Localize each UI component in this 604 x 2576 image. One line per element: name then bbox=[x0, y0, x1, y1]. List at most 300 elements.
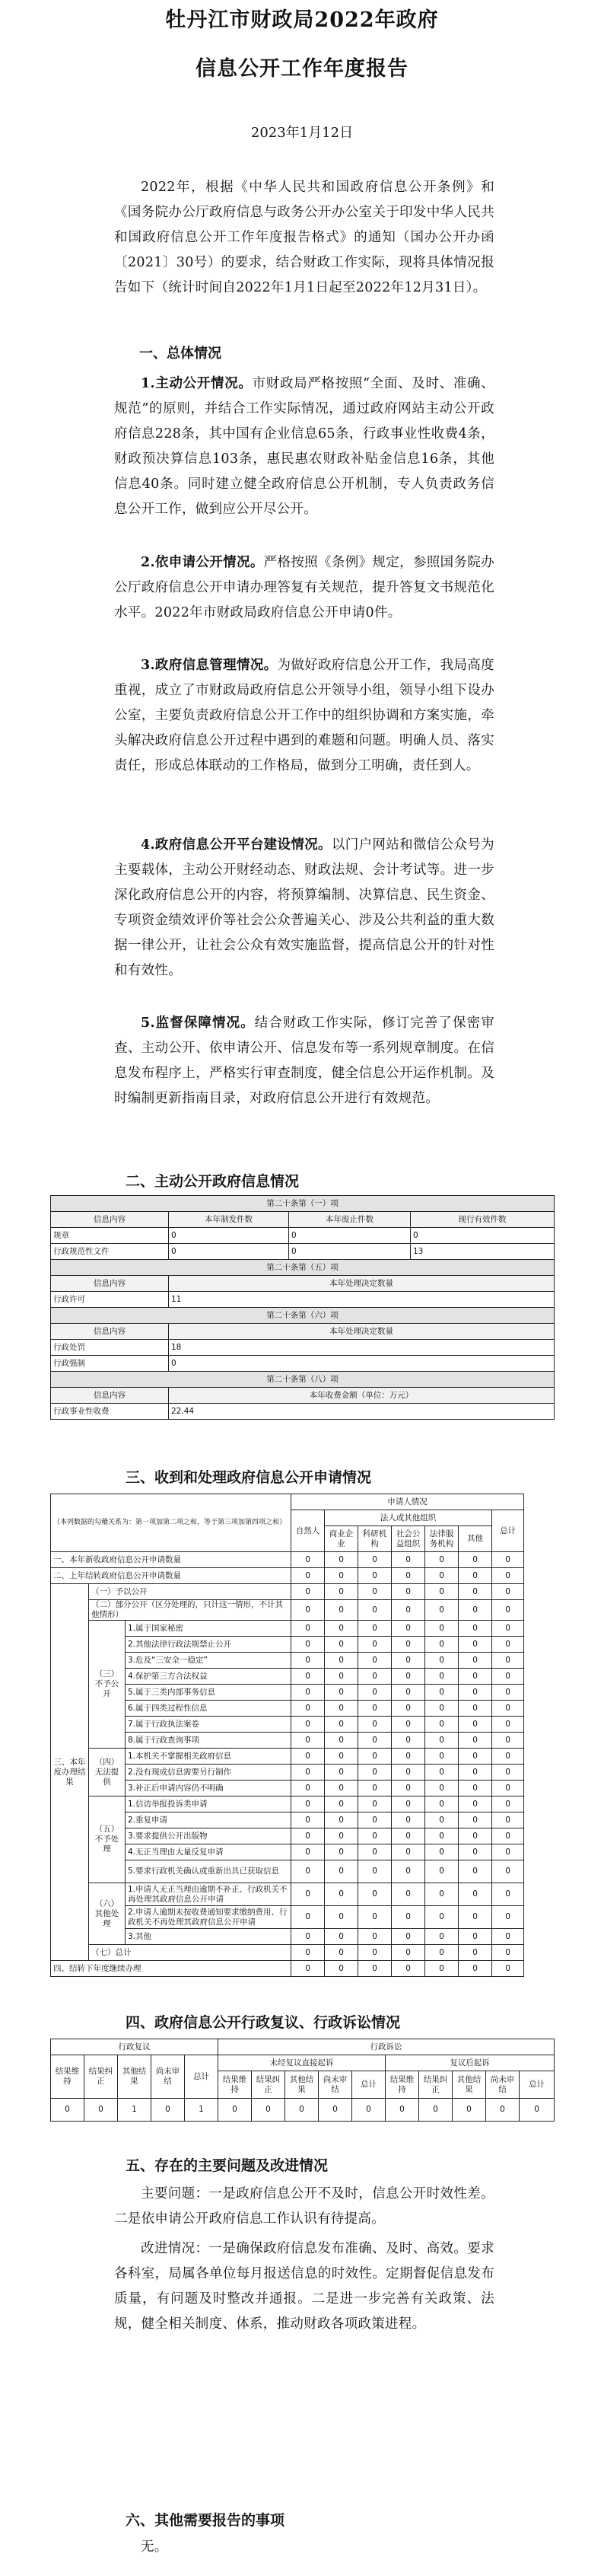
org-col-header: 商业企业 bbox=[325, 1526, 358, 1552]
table-row bbox=[51, 1781, 555, 1797]
cell: 0 bbox=[459, 1600, 492, 1621]
cell: 0 bbox=[325, 1701, 358, 1717]
cell: 0 bbox=[459, 1945, 492, 1961]
cell: 0 bbox=[325, 1621, 358, 1637]
cell: 0 bbox=[425, 1717, 459, 1733]
table-row bbox=[51, 1883, 555, 1906]
cell: 0 bbox=[291, 1906, 325, 1929]
cell: 0 bbox=[358, 1797, 392, 1812]
cell: 0 bbox=[325, 1812, 358, 1828]
col-header: 信息内容 bbox=[51, 1276, 169, 1292]
cell: 0 bbox=[459, 1685, 492, 1701]
cell: 0 bbox=[425, 1945, 459, 1961]
block3-title: 第二十条第（六）项 bbox=[51, 1308, 555, 1324]
cell: 0 bbox=[492, 1812, 524, 1828]
cell: 0 bbox=[425, 1749, 459, 1765]
cell: 0 bbox=[459, 1906, 492, 1929]
cell: 0 bbox=[218, 2099, 252, 2122]
org-col-header: 社会公益组织 bbox=[392, 1526, 425, 1552]
cell: 0 bbox=[291, 1701, 325, 1717]
cell: 0 bbox=[358, 1906, 392, 1929]
cell: 0 bbox=[459, 1701, 492, 1717]
cell: 18 bbox=[169, 1340, 555, 1356]
litigation-col: 结果维持 bbox=[386, 2071, 419, 2099]
org-col-header: 法律服务机构 bbox=[425, 1526, 459, 1552]
cell: 0 bbox=[392, 1621, 425, 1637]
cell: 0 bbox=[325, 1961, 358, 1977]
litigation-col: 结果纠正 bbox=[252, 2071, 285, 2099]
org-col-header: 科研机构 bbox=[358, 1526, 392, 1552]
row-label: 2.重复申请 bbox=[126, 1812, 291, 1828]
cell: 0 bbox=[425, 1653, 459, 1669]
row-label: 5.要求行政机关确认或重新出具已获取信息 bbox=[126, 1860, 291, 1883]
section1-item-3-lead: 3.政府信息管理情况。 bbox=[141, 658, 278, 673]
row-label: 3.要求提供公开出版物 bbox=[126, 1828, 291, 1844]
section1-item-3-text: 为做好政府信息公开工作，我局高度重视，成立了市财政局政府信息公开领导小组，领导小组下设办公室，主要负责政府信息公开工作中的组织协调和方案实施，牵头解决政府信息公开过程中遇到的难题和问题。明确人员、落实责任，形成总体联动的工作格局，做到分工明确，责任到人。 bbox=[114, 658, 494, 773]
cell: 0 bbox=[325, 1860, 358, 1883]
cell: 0 bbox=[425, 1637, 459, 1653]
cell: 0 bbox=[291, 1621, 325, 1637]
cell: 0 bbox=[291, 1568, 325, 1584]
cell: 0 bbox=[358, 1883, 392, 1906]
block2-title: 第二十条第（五）项 bbox=[51, 1260, 555, 1276]
row-label: 3.补正后申请内容仍不明确 bbox=[126, 1781, 291, 1797]
cell: 0 bbox=[425, 1797, 459, 1812]
cell: 0 bbox=[459, 1637, 492, 1653]
row-label: （七）总计 bbox=[89, 1945, 291, 1961]
cell: 0 bbox=[352, 2099, 386, 2122]
review-header: 行政复议 bbox=[51, 2039, 218, 2055]
row-label: 3.危及“三安全一稳定” bbox=[126, 1653, 291, 1669]
review-col: 总计 bbox=[185, 2055, 218, 2099]
active-disclosure-table bbox=[50, 1195, 555, 1420]
review-col: 其他结果 bbox=[118, 2055, 151, 2099]
row-label: 1.申请人无正当理由逾期不补正、行政机关不再处理其政府信息公开申请 bbox=[126, 1883, 291, 1906]
cell: 0 bbox=[492, 1701, 524, 1717]
litigation-col: 其他结果 bbox=[453, 2071, 486, 2099]
cell: 0 bbox=[386, 2099, 419, 2122]
cell: 0 bbox=[459, 1844, 492, 1860]
cell: 0 bbox=[358, 1844, 392, 1860]
cell: 0 bbox=[392, 1906, 425, 1929]
section1-item-4-text: 以门户网站和微信公众号为主要载体，主动公开财经动态、财政法规、会计考试等。进一步深化政府信息公开的内容，将预算编制、决算信息、民生资金、专项资金绩效评价等社会公众普遍关心、涉及公共利益的重大数据一律公开，让社会公众有效实施监督，提高信息公开的针对性和有效性。 bbox=[114, 837, 494, 978]
litigation-col: 总计 bbox=[520, 2071, 555, 2099]
row-label: 5.属于三类内部事务信息 bbox=[126, 1685, 291, 1701]
cell: 0 bbox=[358, 1685, 392, 1701]
section1-item-1-lead: 1.主动公开情况。 bbox=[141, 376, 253, 391]
section1-item-5 bbox=[114, 1011, 494, 1111]
section5-improvements: 改进情况：一是确保政府信息发布准确、及时、高效。要求各科室，局属各单位每月报送信息的时效性。定期督促信息发布质量，有问题及时整改并通报。二是进一步完善有关政策、法规，健全相关制度、体系，推动财政各项政策进程。 bbox=[114, 2241, 494, 2332]
cell: 0 bbox=[291, 1749, 325, 1765]
cell: 0 bbox=[291, 1717, 325, 1733]
cell: 0 bbox=[319, 2099, 352, 2122]
cell: 0 bbox=[358, 1637, 392, 1653]
cell: 0 bbox=[392, 1749, 425, 1765]
cell: 0 bbox=[492, 1906, 524, 1929]
table-row bbox=[51, 1929, 555, 1945]
cell: 0 bbox=[459, 1669, 492, 1685]
cell: 0 bbox=[392, 1929, 425, 1945]
cell: 0 bbox=[392, 1812, 425, 1828]
col-header: 信息内容 bbox=[51, 1324, 169, 1340]
cell: 0 bbox=[492, 1685, 524, 1701]
cell: 0 bbox=[291, 1584, 325, 1600]
application-table bbox=[50, 1494, 555, 1977]
cell: 0 bbox=[358, 1765, 392, 1781]
cell: 0 bbox=[492, 1584, 524, 1600]
section1-item-2 bbox=[114, 550, 494, 626]
cell: 0 bbox=[411, 1228, 555, 1244]
cell: 0 bbox=[358, 1669, 392, 1685]
cell: 行政许可 bbox=[51, 1292, 169, 1308]
cell: 0 bbox=[151, 2099, 185, 2122]
cell: 行政强制 bbox=[51, 1356, 169, 1372]
natural-person-header: 自然人 bbox=[291, 1510, 325, 1552]
cell: 0 bbox=[252, 2099, 285, 2122]
section1-item-2-lead: 2.依申请公开情况。 bbox=[141, 555, 264, 570]
cell: 0 bbox=[459, 1653, 492, 1669]
cell: 0 bbox=[291, 1797, 325, 1812]
cell: 0 bbox=[325, 1637, 358, 1653]
cell: 0 bbox=[392, 1584, 425, 1600]
cell: 0 bbox=[492, 1781, 524, 1797]
cell: 0 bbox=[425, 1600, 459, 1621]
section1-item-2-text: 严格按照《条例》规定，参照国务院办公厅政府信息公开申请办理答复有关规范，提升答复文书规范化水平。2022年市财政局政府信息公开申请0件。 bbox=[114, 555, 494, 620]
cell: 0 bbox=[358, 1600, 392, 1621]
cell: 0 bbox=[325, 1600, 358, 1621]
cell: 0 bbox=[492, 1828, 524, 1844]
cell: 0 bbox=[425, 1860, 459, 1883]
cell: 0 bbox=[325, 1765, 358, 1781]
report-title-line1: 牡丹江市财政局2022年政府 bbox=[165, 8, 439, 32]
cell: 0 bbox=[425, 1568, 459, 1584]
table-row bbox=[51, 1828, 555, 1844]
table-row bbox=[51, 1945, 555, 1961]
cell: 1 bbox=[118, 2099, 151, 2122]
review-litigation-table bbox=[50, 2039, 555, 2122]
cell: 0 bbox=[358, 1929, 392, 1945]
cell: 0 bbox=[392, 1701, 425, 1717]
cell: 0 bbox=[392, 1552, 425, 1568]
table-row bbox=[51, 1797, 555, 1812]
row-label: 8.属于行政查询事项 bbox=[126, 1733, 291, 1749]
section5-heading: 五、存在的主要问题及改进情况 bbox=[126, 2157, 329, 2174]
cell: 0 bbox=[325, 1568, 358, 1584]
cell: 行政规范性文件 bbox=[51, 1244, 169, 1260]
section5-problems: 主要问题：一是政府信息公开不及时，信息公开时效性差。二是依申请公开政府信息工作认识有待提高。 bbox=[114, 2186, 494, 2227]
cell: 0 bbox=[459, 1568, 492, 1584]
applicant-header: 申请人情况 bbox=[291, 1494, 524, 1510]
cell: 22.44 bbox=[169, 1404, 555, 1420]
row-subgroup-label: （五）不予处理 bbox=[89, 1797, 126, 1883]
section1-item-4 bbox=[114, 833, 494, 984]
row-label: 四、结转下年度继续办理 bbox=[51, 1961, 291, 1977]
cell: 0 bbox=[291, 1552, 325, 1568]
cell: 0 bbox=[358, 1621, 392, 1637]
table-row bbox=[51, 1701, 555, 1717]
cell: 0 bbox=[325, 1781, 358, 1797]
cell: 0 bbox=[459, 1929, 492, 1945]
cell: 0 bbox=[392, 1961, 425, 1977]
cell: 0 bbox=[459, 1883, 492, 1906]
cell: 0 bbox=[392, 1717, 425, 1733]
cell: 0 bbox=[392, 1733, 425, 1749]
cell: 0 bbox=[459, 1797, 492, 1812]
cell: 0 bbox=[425, 1812, 459, 1828]
cell: 0 bbox=[425, 1844, 459, 1860]
cell: 0 bbox=[325, 1552, 358, 1568]
cell: 0 bbox=[459, 1717, 492, 1733]
cell: 0 bbox=[358, 1701, 392, 1717]
table-corner-note: （本列数据的勾稽关系为：第一项加第二项之和，等于第三项加第四项之和） bbox=[51, 1494, 291, 1552]
table-row bbox=[51, 1906, 555, 1929]
cell: 0 bbox=[358, 1828, 392, 1844]
cell: 0 bbox=[169, 1356, 555, 1372]
org-col-header: 其他 bbox=[459, 1526, 492, 1552]
cell: 0 bbox=[425, 1701, 459, 1717]
cell: 0 bbox=[492, 1797, 524, 1812]
row-label: （一）予以公开 bbox=[89, 1584, 291, 1600]
table-row bbox=[51, 1600, 555, 1621]
cell: 0 bbox=[459, 1584, 492, 1600]
row-label: 2.没有现成信息需要另行制作 bbox=[126, 1765, 291, 1781]
col-header: 本年处理决定数量 bbox=[169, 1276, 555, 1292]
cell: 0 bbox=[492, 1552, 524, 1568]
col-header: 本年处理决定数量 bbox=[169, 1324, 555, 1340]
cell: 0 bbox=[425, 1929, 459, 1945]
cell: 0 bbox=[325, 1653, 358, 1669]
review-col: 结果纠正 bbox=[84, 2055, 118, 2099]
cell: 0 bbox=[169, 1244, 289, 1260]
cell: 0 bbox=[358, 1961, 392, 1977]
cell: 0 bbox=[358, 1860, 392, 1883]
cell: 0 bbox=[492, 1945, 524, 1961]
cell: 0 bbox=[392, 1637, 425, 1653]
row-label: 2.申请人逾期未按收费通知要求缴纳费用、行政机关不再处理其政府信息公开申请 bbox=[126, 1906, 291, 1929]
cell: 0 bbox=[358, 1584, 392, 1600]
cell: 0 bbox=[325, 1945, 358, 1961]
section6-heading: 六、其他需要报告的事项 bbox=[126, 2512, 285, 2529]
cell: 0 bbox=[325, 1669, 358, 1685]
cell: 0 bbox=[289, 1228, 411, 1244]
not-reviewed-header: 未经复议直接起诉 bbox=[218, 2055, 386, 2071]
litigation-col: 结果纠正 bbox=[419, 2071, 453, 2099]
cell: 0 bbox=[169, 1228, 289, 1244]
table-row bbox=[51, 1228, 555, 1244]
row-group-label: 三、本年度办理结果 bbox=[51, 1584, 89, 1961]
table-row bbox=[51, 1621, 555, 1637]
cell: 0 bbox=[325, 1685, 358, 1701]
cell: 0 bbox=[492, 1621, 524, 1637]
cell: 0 bbox=[459, 1621, 492, 1637]
cell: 0 bbox=[425, 1828, 459, 1844]
table-row bbox=[51, 1404, 555, 1420]
cell: 0 bbox=[291, 1733, 325, 1749]
cell: 0 bbox=[492, 1717, 524, 1733]
cell: 0 bbox=[492, 1749, 524, 1765]
cell: 0 bbox=[425, 1765, 459, 1781]
cell: 0 bbox=[459, 1733, 492, 1749]
org-header: 法人或其他组织 bbox=[325, 1510, 492, 1526]
cell: 0 bbox=[392, 1669, 425, 1685]
review-col: 结果维持 bbox=[51, 2055, 84, 2099]
cell: 0 bbox=[325, 1883, 358, 1906]
table-row bbox=[51, 1749, 555, 1765]
cell: 0 bbox=[459, 1749, 492, 1765]
cell: 0 bbox=[289, 1244, 411, 1260]
cell: 0 bbox=[291, 1765, 325, 1781]
section1-item-3 bbox=[114, 653, 494, 779]
cell: 0 bbox=[419, 2099, 453, 2122]
cell: 0 bbox=[325, 1844, 358, 1860]
cell: 0 bbox=[459, 1812, 492, 1828]
cell: 0 bbox=[392, 1828, 425, 1844]
row-label: 1.属于国家秘密 bbox=[126, 1621, 291, 1637]
cell: 行政处罚 bbox=[51, 1340, 169, 1356]
table-row bbox=[51, 1340, 555, 1356]
table-row bbox=[51, 1961, 555, 1977]
cell: 0 bbox=[492, 1600, 524, 1621]
section1-item-5-text: 结合财政工作实际，修订完善了保密审查、主动公开、依申请公开、信息发布等一系列规章制度。在信息发布程序上，严格实行审查制度，健全信息公开运作机制。及时编制更新指南目录，对政府信息公开进行有效规范。 bbox=[114, 1015, 494, 1106]
col-header: 本年收费金额（单位：万元） bbox=[169, 1388, 555, 1404]
table-row bbox=[51, 1717, 555, 1733]
row-label: 4.无正当理由大量反复申请 bbox=[126, 1844, 291, 1860]
cell: 0 bbox=[392, 1685, 425, 1701]
cell: 0 bbox=[358, 1945, 392, 1961]
table-row bbox=[51, 1552, 555, 1568]
cell: 0 bbox=[291, 1860, 325, 1883]
cell: 0 bbox=[425, 1685, 459, 1701]
cell: 0 bbox=[392, 1860, 425, 1883]
cell: 0 bbox=[291, 1961, 325, 1977]
cell: 11 bbox=[169, 1292, 555, 1308]
cell: 0 bbox=[492, 1733, 524, 1749]
cell: 0 bbox=[325, 1828, 358, 1844]
section2-heading: 二、主动公开政府信息情况 bbox=[126, 1173, 300, 1190]
cell: 0 bbox=[358, 1812, 392, 1828]
section3-heading: 三、收到和处理政府信息公开申请情况 bbox=[126, 1469, 372, 1486]
litigation-col: 其他结果 bbox=[285, 2071, 319, 2099]
total-header: 总计 bbox=[492, 1510, 524, 1552]
row-label: 2.其他法律行政法规禁止公开 bbox=[126, 1637, 291, 1653]
cell: 0 bbox=[492, 1929, 524, 1945]
table-row bbox=[51, 1244, 555, 1260]
cell: 0 bbox=[291, 1600, 325, 1621]
cell: 行政事业性收费 bbox=[51, 1404, 169, 1420]
cell: 0 bbox=[84, 2099, 118, 2122]
table-row bbox=[51, 1765, 555, 1781]
row-label: （二）部分公开（区分处理的，只计这一情形，不计其他情形） bbox=[89, 1600, 291, 1621]
cell: 0 bbox=[291, 1781, 325, 1797]
section1-item-4-lead: 4.政府信息公开平台建设情况。 bbox=[141, 837, 332, 853]
table-row bbox=[51, 1584, 555, 1600]
cell: 0 bbox=[358, 1749, 392, 1765]
cell: 0 bbox=[325, 1797, 358, 1812]
cell: 0 bbox=[291, 1653, 325, 1669]
cell: 0 bbox=[459, 1828, 492, 1844]
row-label: 一、本年新收政府信息公开申请数量 bbox=[51, 1552, 291, 1568]
review-col: 尚未审结 bbox=[151, 2055, 185, 2099]
cell: 0 bbox=[325, 1733, 358, 1749]
cell: 13 bbox=[411, 1244, 555, 1260]
cell: 0 bbox=[392, 1568, 425, 1584]
table-row bbox=[51, 1356, 555, 1372]
cell: 0 bbox=[459, 1860, 492, 1883]
table-row bbox=[51, 1292, 555, 1308]
cell: 0 bbox=[425, 1883, 459, 1906]
cell: 0 bbox=[492, 1568, 524, 1584]
block1-title: 第二十条第（一）项 bbox=[51, 1196, 555, 1212]
row-label: 6.属于四类过程性信息 bbox=[126, 1701, 291, 1717]
section6-text: 无。 bbox=[141, 2539, 168, 2555]
row-subgroup-label: （四）无法提供 bbox=[89, 1749, 126, 1797]
col-header: 现行有效件数 bbox=[411, 1212, 555, 1228]
section1-item-1 bbox=[114, 371, 494, 522]
litigation-col: 总计 bbox=[352, 2071, 386, 2099]
row-label: 7.属于行政执法案卷 bbox=[126, 1717, 291, 1733]
block4-title: 第二十条第（八）项 bbox=[51, 1372, 555, 1388]
cell: 0 bbox=[392, 1653, 425, 1669]
section4-heading: 四、政府信息公开行政复议、行政诉讼情况 bbox=[126, 2014, 401, 2031]
cell: 0 bbox=[291, 1685, 325, 1701]
litigation-col: 结果维持 bbox=[218, 2071, 252, 2099]
cell: 0 bbox=[291, 1929, 325, 1945]
cell: 0 bbox=[492, 1765, 524, 1781]
section1-item-1-text: 市财政局严格按照“全面、及时、准确、规范”的原则，并结合工作实际情况，通过政府网站主动公开政府信息228条，其中国有企业信息65条，行政事业性收费4条，财政预决算信息103条，惠民惠农财政补贴金信息16条，其他信息40条。同时建立健全政府信息公开机制，专人负责政务信息公开工作，做到应公开尽公开。 bbox=[114, 376, 495, 517]
table-row bbox=[51, 1653, 555, 1669]
section1-heading: 一、总体情况 bbox=[139, 346, 221, 362]
litigation-col: 尚未审结 bbox=[486, 2071, 520, 2099]
litigation-col: 尚未审结 bbox=[319, 2071, 352, 2099]
after-review-header: 复议后起诉 bbox=[386, 2055, 555, 2071]
cell: 0 bbox=[291, 1844, 325, 1860]
cell: 0 bbox=[291, 1828, 325, 1844]
table-row bbox=[51, 1568, 555, 1584]
cell: 0 bbox=[358, 1552, 392, 1568]
report-title-line2: 信息公开工作年度报告 bbox=[196, 57, 408, 81]
cell: 0 bbox=[392, 1765, 425, 1781]
cell: 0 bbox=[486, 2099, 520, 2122]
cell: 0 bbox=[392, 1883, 425, 1906]
cell: 0 bbox=[492, 1653, 524, 1669]
col-header: 本年废止件数 bbox=[289, 1212, 411, 1228]
cell: 0 bbox=[392, 1945, 425, 1961]
row-label: 二、上年结转政府信息公开申请数量 bbox=[51, 1568, 291, 1584]
cell: 0 bbox=[291, 1945, 325, 1961]
row-subgroup-label: （六）其他处理 bbox=[89, 1883, 126, 1945]
cell: 0 bbox=[425, 1781, 459, 1797]
cell: 0 bbox=[285, 2099, 319, 2122]
cell: 0 bbox=[425, 1906, 459, 1929]
cell: 0 bbox=[325, 1584, 358, 1600]
cell: 0 bbox=[392, 1797, 425, 1812]
cell: 0 bbox=[358, 1653, 392, 1669]
row-label: 1.信访举报投诉类申请 bbox=[126, 1797, 291, 1812]
cell: 规章 bbox=[51, 1228, 169, 1244]
cell: 0 bbox=[325, 1906, 358, 1929]
cell: 0 bbox=[291, 1883, 325, 1906]
cell: 0 bbox=[459, 1961, 492, 1977]
cell: 0 bbox=[51, 2099, 84, 2122]
cell: 0 bbox=[492, 1637, 524, 1653]
section1-item-5-lead: 5.监督保障情况。 bbox=[141, 1015, 255, 1031]
cell: 0 bbox=[425, 1733, 459, 1749]
cell: 0 bbox=[459, 1765, 492, 1781]
cell: 0 bbox=[492, 1961, 524, 1977]
cell: 0 bbox=[425, 1552, 459, 1568]
cell: 0 bbox=[325, 1929, 358, 1945]
cell: 0 bbox=[358, 1781, 392, 1797]
